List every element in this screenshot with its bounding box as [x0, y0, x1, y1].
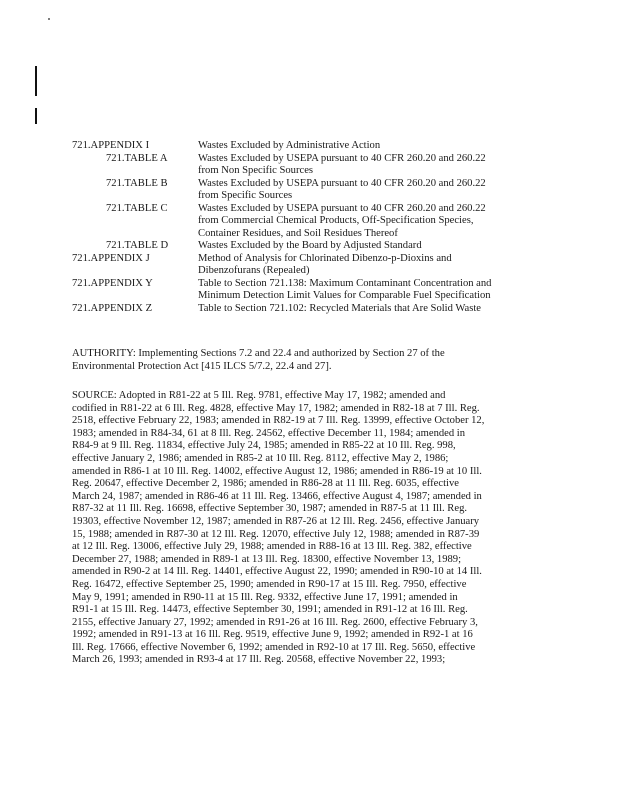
toc-entry [72, 153, 542, 178]
source-line: 1983; amended in R84-34, 61 at 8 Ill. Reg. 24562, effective December 11, 1984; amended in [72, 427, 466, 439]
toc-entry [72, 178, 542, 203]
source-line: SOURCE: Adopted in R81-22 at 5 Ill. Reg. 9781, effective May 17, 1982; amended and [72, 390, 446, 401]
toc-description-line: Wastes Excluded by USEPA pursuant to 40 CFR 260.20 and 260.22 [198, 152, 486, 164]
authority-paragraph [72, 348, 546, 373]
toc-description-line: Table to Section 721.138: Maximum Contaminant Concentration and [198, 277, 492, 289]
source-line: 19303, effective November 12, 1987; amended in R87-26 at 12 Ill. Reg. 2456, effective January [72, 515, 480, 527]
source-line: Reg. 20647, effective December 2, 1986; amended in R86-28 at 11 Ill. Reg. 6035, effective [72, 478, 459, 490]
toc-entry [72, 303, 542, 316]
toc-entry [72, 253, 542, 278]
source-line: March 26, 1993; amended in R93-4 at 17 Ill. Reg. 20568, effective November 22, 1993; [72, 654, 446, 666]
toc-code: 721.APPENDIX I [72, 140, 150, 151]
toc-code: 721.TABLE B [106, 177, 168, 189]
source-line: amended in R90-2 at 14 Ill. Reg. 14401, effective August 22, 1990; amended in R90-10 at 14 Ill. [72, 566, 482, 578]
toc-description [198, 203, 542, 241]
source-line: 15, 1988; amended in R87-30 at 12 Ill. Reg. 12070, effective July 12, 1988; amended in R87-39 [72, 528, 480, 540]
revision-bar [35, 66, 37, 96]
toc-description [198, 278, 542, 303]
source-line: amended in R86-1 at 10 Ill. Reg. 14002, effective August 12, 1986; amended in R86-19 at 10 Ill. [72, 465, 482, 477]
toc-code: 721.TABLE A [106, 152, 168, 164]
toc-description-line: Container Residues, and Soil Residues Thereof [198, 227, 398, 239]
toc-entry [72, 203, 542, 241]
toc-description-line: Table to Section 721.102: Recycled Materials that Are Solid Waste [198, 302, 481, 314]
toc-code: 721.TABLE C [106, 202, 168, 214]
toc-code: 721.APPENDIX Z [72, 302, 153, 314]
toc-description [198, 178, 542, 203]
source-line: March 24, 1987; amended in R86-46 at 11 Ill. Reg. 13466, effective August 4, 1987; amended in [72, 490, 482, 502]
source-line: R87-32 at 11 Ill. Reg. 16698, effective September 30, 1987; amended in R87-5 at 11 Ill. Reg. [72, 503, 468, 515]
toc-description [198, 240, 542, 253]
toc-description [198, 153, 542, 178]
toc-description-line: Wastes Excluded by the Board by Adjusted Standard [198, 240, 422, 251]
source-line: December 27, 1988; amended in R89-1 at 13 Ill. Reg. 18300, effective November 13, 1989; [72, 553, 462, 565]
source-line: effective January 2, 1986; amended in R85-2 at 10 Ill. Reg. 8112, effective May 2, 1986; [72, 452, 449, 464]
toc-description [198, 253, 542, 278]
toc-entry [72, 278, 542, 303]
source-line: 2518, effective February 22, 1983; amended in R82-19 at 7 Ill. Reg. 13999, effective October 12, [72, 415, 485, 427]
source-line: 1992; amended in R91-13 at 16 Ill. Reg. 9519, effective June 9, 1992; amended in R92-1 at 16 [72, 629, 473, 641]
scan-speck [48, 18, 50, 20]
toc-code: 721.TABLE D [106, 240, 169, 251]
source-line: R91-1 at 15 Ill. Reg. 14473, effective September 30, 1991; amended in R91-12 at 16 Ill. Reg. [72, 604, 468, 616]
toc-description-line: from Specific Sources [198, 190, 293, 201]
source-paragraph [72, 390, 546, 667]
table-of-contents [72, 140, 542, 315]
toc-description [198, 140, 542, 153]
authority-line: Environmental Protection Act [415 ILCS 5/7.2, 22.4 and 27]. [72, 360, 332, 372]
toc-description [198, 303, 542, 316]
source-line: at 12 Ill. Reg. 13006, effective July 29, 1988; amended in R88-16 at 13 Ill. Reg. 382, effective [72, 541, 472, 553]
toc-description-line: Wastes Excluded by USEPA pursuant to 40 CFR 260.20 and 260.22 [198, 177, 486, 189]
source-line: R84-9 at 9 Ill. Reg. 11834, effective July 24, 1985; amended in R85-22 at 10 Ill. Reg. 998, [72, 440, 456, 452]
source-line: codified in R81-22 at 6 Ill. Reg. 4828, effective May 17, 1982; amended in R82-18 at 7 Ill. Reg. [72, 402, 480, 414]
source-line: Ill. Reg. 17666, effective November 6, 1992; amended in R92-10 at 17 Ill. Reg. 5650, effective [72, 641, 476, 653]
toc-description-line: Wastes Excluded by USEPA pursuant to 40 CFR 260.20 and 260.22 [198, 202, 486, 214]
toc-code: 721.APPENDIX J [72, 252, 150, 264]
toc-entry [72, 140, 542, 153]
toc-description-line: Wastes Excluded by Administrative Action [198, 140, 381, 151]
toc-description-line: from Non Specific Sources [198, 165, 314, 176]
toc-code: 721.APPENDIX Y [72, 277, 153, 289]
source-line: May 9, 1991; amended in R90-11 at 15 Ill. Reg. 9332, effective June 17, 1991; amended in [72, 591, 458, 603]
source-line: Reg. 16472, effective September 25, 1990; amended in R90-17 at 15 Ill. Reg. 7950, effective [72, 578, 467, 590]
toc-description-line: Dibenzofurans (Repealed) [198, 265, 310, 276]
toc-description-line: Method of Analysis for Chlorinated Dibenzo-p-Dioxins and [198, 252, 452, 264]
toc-entry [72, 240, 542, 253]
toc-description-line: from Commercial Chemical Products, Off-Specification Species, [198, 215, 474, 226]
authority-line: AUTHORITY: Implementing Sections 7.2 and 22.4 and authorized by Section 27 of the [72, 348, 445, 359]
revision-bar [35, 108, 37, 124]
source-line: 2155, effective January 27, 1992; amended in R91-26 at 16 Ill. Reg. 2600, effective February 3, [72, 616, 478, 628]
toc-description-line: Minimum Detection Limit Values for Comparable Fuel Specification [198, 290, 491, 301]
